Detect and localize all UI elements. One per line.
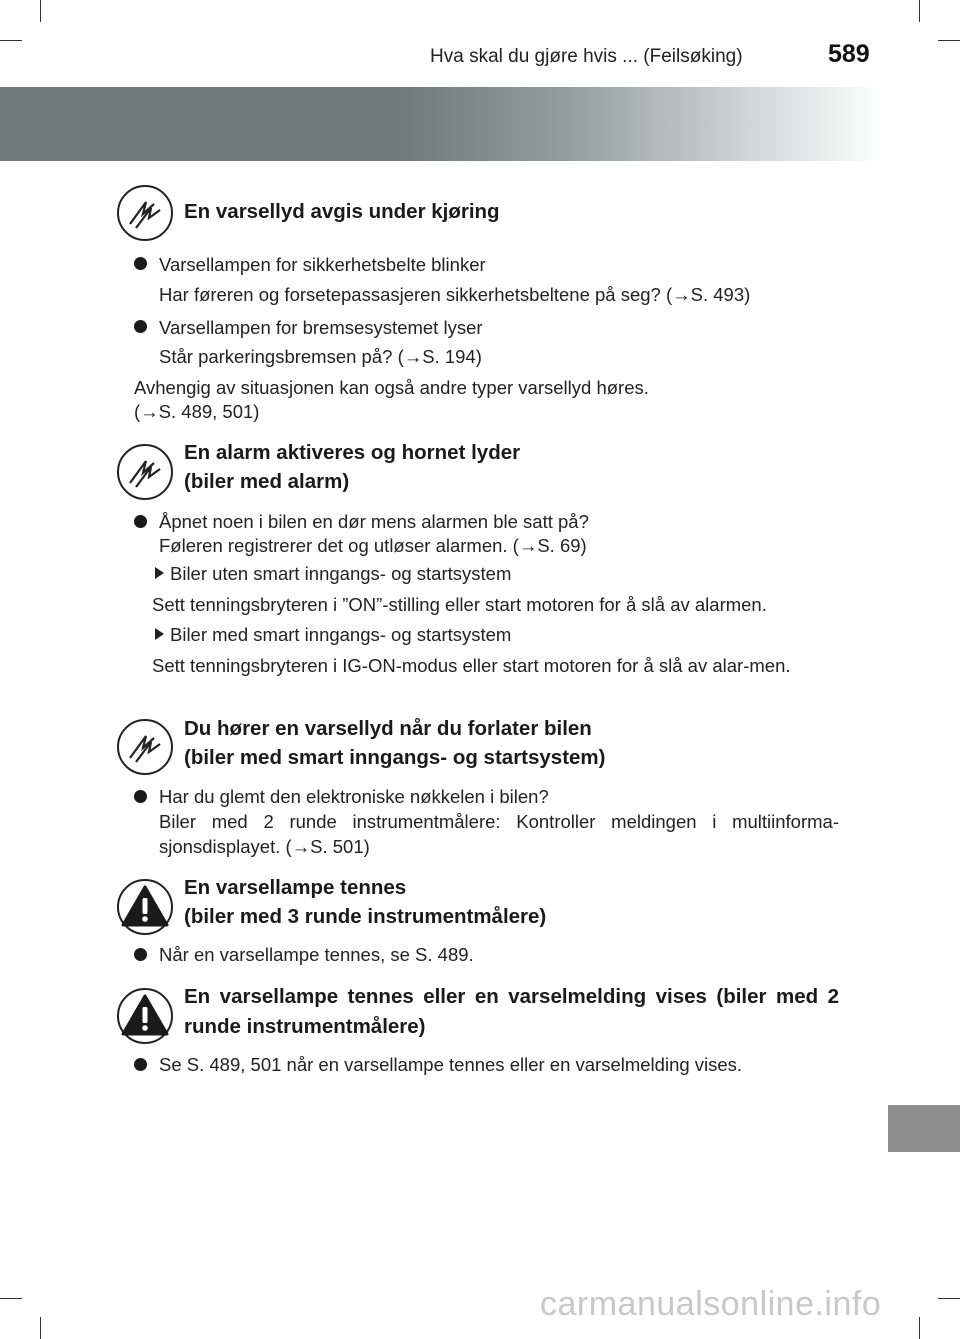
crop-mark (938, 1298, 960, 1299)
crop-mark (0, 1298, 22, 1299)
bullet-dot (134, 1058, 147, 1071)
warning-icon (116, 878, 174, 936)
bullet-text: Føleren registrerer det og utløser alarmen. (→S. 69) (159, 535, 587, 556)
bullet-text: Se S. 489, 501 når en varsellampe tennes eller en varselmelding vises. (159, 1054, 743, 1075)
bullet-text: Åpnet noen i bilen en dør mens alarmen ble satt på? (159, 511, 589, 532)
page-number: 589 (828, 40, 870, 68)
bullet-text: Varsellampen for sikkerhetsbelte blinker (159, 254, 486, 275)
triangle-marker (155, 628, 164, 640)
section-heading: En varsellampe tennes (184, 876, 407, 899)
bullet-dot (134, 320, 147, 333)
running-header: Hva skal du gjøre hvis ... (Feilsøking) (430, 46, 743, 67)
crop-mark (40, 0, 41, 22)
sub-heading: Biler uten smart inngangs- og startsystem (170, 563, 512, 584)
chapter-tab (888, 1105, 960, 1152)
detail-text: Står parkeringsbremsen på? (→S. 194) (159, 346, 482, 367)
detail-text: Har føreren og forsetepassasjeren sikkerhetsbeltene på seg? (→S. 493) (159, 284, 751, 305)
section-heading: (biler med alarm) (184, 470, 350, 493)
bullet-text: Biler med 2 runde instrumentmålere: Kontroller meldingen i multiinforma-sjonsdisplayet. (→S. 501) (159, 811, 839, 857)
watermark: carmanualsonline.info (540, 1285, 882, 1323)
sound-wave-icon (116, 718, 174, 776)
sub-heading: Biler med smart inngangs- og startsystem (170, 624, 512, 645)
crop-mark (0, 40, 22, 41)
crop-mark (919, 1317, 920, 1339)
section-heading: Du hører en varsellyd når du forlater bilen (184, 717, 592, 740)
section-heading: En varsellyd avgis under kjøring (184, 200, 500, 223)
sub-text: Sett tenningsbryteren i IG-ON-modus eller start motoren for å slå av alar-men. (152, 655, 791, 676)
sound-wave-icon (116, 184, 174, 242)
bullet-text: Når en varsellampe tennes, se S. 489. (159, 944, 474, 965)
sub-text: Sett tenningsbryteren i ”ON”-stilling eller start motoren for å slå av alarmen. (152, 594, 767, 615)
note-text: (→S. 489, 501) (134, 401, 260, 422)
section-heading: (biler med 3 runde instrumentmålere) (184, 905, 547, 928)
section-heading: En alarm aktiveres og hornet lyder (184, 441, 521, 464)
section-heading: En varsellampe tennes eller en varselmelding vises (biler med 2 runde instrumentmålere) (184, 985, 839, 1038)
triangle-marker (155, 567, 164, 579)
bullet-text: Har du glemt den elektroniske nøkkelen i bilen? (159, 786, 549, 807)
bullet-dot (134, 948, 147, 961)
header-banner (0, 87, 885, 161)
crop-mark (938, 40, 960, 41)
note-text: Avhengig av situasjonen kan også andre typer varsellyd høres. (134, 377, 649, 398)
warning-icon (116, 987, 174, 1045)
bullet-dot (134, 790, 147, 803)
crop-mark (40, 1317, 41, 1339)
bullet-dot (134, 257, 147, 270)
crop-mark (919, 0, 920, 22)
sound-wave-icon (116, 443, 174, 501)
section-heading: (biler med smart inngangs- og startsystem) (184, 746, 606, 769)
bullet-dot (134, 515, 147, 528)
bullet-text: Varsellampen for bremsesystemet lyser (159, 317, 483, 338)
